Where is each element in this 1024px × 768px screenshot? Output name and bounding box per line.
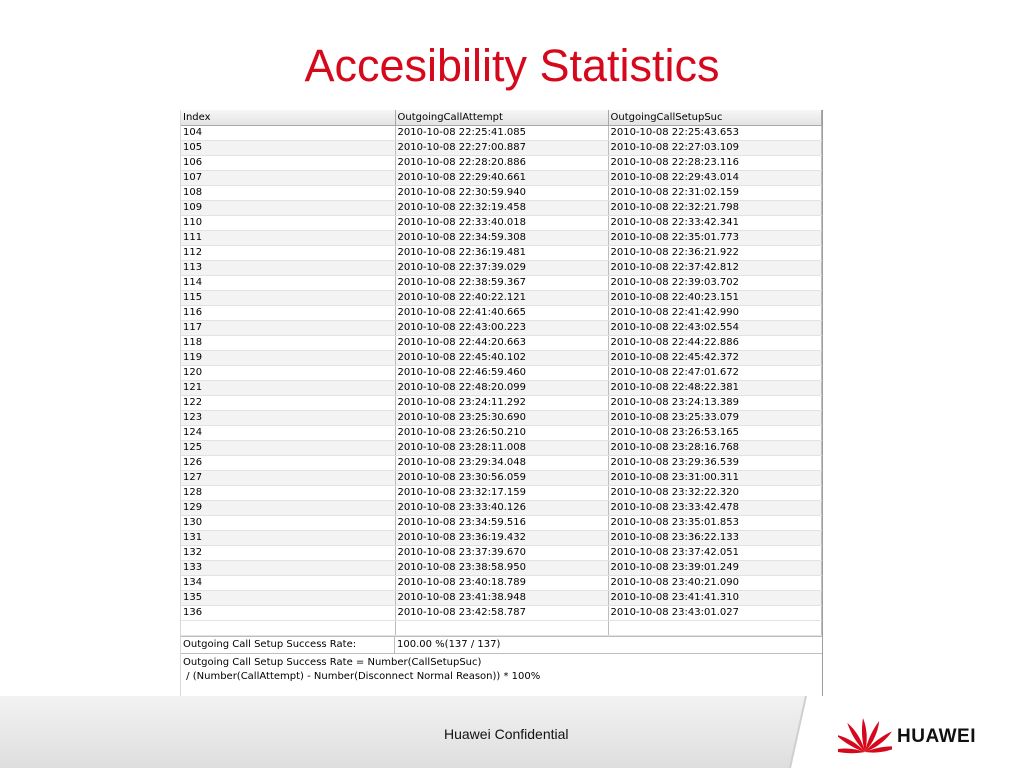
blank-row	[181, 621, 821, 636]
cell-outgoing-call-setup-suc: 2010-10-08 22:37:42.812	[608, 261, 821, 276]
table-row[interactable]	[181, 486, 821, 501]
cell-outgoing-call-attempt: 2010-10-08 23:38:58.950	[395, 561, 608, 576]
cell-outgoing-call-attempt: 2010-10-08 23:42:58.787	[395, 606, 608, 621]
cell-outgoing-call-setup-suc: 2010-10-08 23:28:16.768	[608, 441, 821, 456]
cell-outgoing-call-attempt: 2010-10-08 23:37:39.670	[395, 546, 608, 561]
table-row[interactable]	[181, 156, 821, 171]
table-row[interactable]	[181, 201, 821, 216]
cell-index: 127	[181, 471, 395, 486]
cell-outgoing-call-setup-suc: 2010-10-08 22:45:42.372	[608, 351, 821, 366]
table-row[interactable]	[181, 291, 821, 306]
cell-outgoing-call-attempt: 2010-10-08 23:34:59.516	[395, 516, 608, 531]
cell-outgoing-call-setup-suc: 2010-10-08 22:36:21.922	[608, 246, 821, 261]
cell-index: 111	[181, 231, 395, 246]
cell-index: 116	[181, 306, 395, 321]
cell-index: 136	[181, 606, 395, 621]
cell-index: 110	[181, 216, 395, 231]
cell-outgoing-call-attempt: 2010-10-08 23:32:17.159	[395, 486, 608, 501]
success-rate-label: Outgoing Call Setup Success Rate:	[181, 637, 395, 653]
success-rate-value: 100.00 %(137 / 137)	[397, 639, 501, 650]
cell-outgoing-call-setup-suc: 2010-10-08 22:28:23.116	[608, 156, 821, 171]
cell-outgoing-call-attempt: 2010-10-08 23:26:50.210	[395, 426, 608, 441]
cell-outgoing-call-setup-suc: 2010-10-08 22:39:03.702	[608, 276, 821, 291]
cell-outgoing-call-attempt: 2010-10-08 22:27:00.887	[395, 141, 608, 156]
cell-index: 124	[181, 426, 395, 441]
cell-index: 135	[181, 591, 395, 606]
column-header-outgoing-call-setup-suc[interactable]: OutgoingCallSetupSuc	[608, 110, 821, 126]
cell-index: 114	[181, 276, 395, 291]
cell-index: 129	[181, 501, 395, 516]
cell-outgoing-call-setup-suc: 2010-10-08 22:25:43.653	[608, 126, 821, 141]
cell-outgoing-call-setup-suc: 2010-10-08 22:40:23.151	[608, 291, 821, 306]
table-row[interactable]	[181, 471, 821, 486]
success-rate-formula	[181, 654, 822, 684]
cell-index: 108	[181, 186, 395, 201]
cell-outgoing-call-setup-suc: 2010-10-08 22:31:02.159	[608, 186, 821, 201]
cell-outgoing-call-setup-suc: 2010-10-08 22:32:21.798	[608, 201, 821, 216]
cell-outgoing-call-attempt: 2010-10-08 22:46:59.460	[395, 366, 608, 381]
table-row[interactable]	[181, 546, 821, 561]
cell-outgoing-call-attempt: 2010-10-08 22:48:20.099	[395, 381, 608, 396]
cell-index: 113	[181, 261, 395, 276]
cell-index: 132	[181, 546, 395, 561]
cell-outgoing-call-attempt: 2010-10-08 22:25:41.085	[395, 126, 608, 141]
cell-outgoing-call-attempt: 2010-10-08 22:34:59.308	[395, 231, 608, 246]
cell-index: 121	[181, 381, 395, 396]
cell-outgoing-call-setup-suc: 2010-10-08 22:29:43.014	[608, 171, 821, 186]
cell-outgoing-call-attempt: 2010-10-08 23:28:11.008	[395, 441, 608, 456]
cell-outgoing-call-attempt: 2010-10-08 22:37:39.029	[395, 261, 608, 276]
cell-index: 130	[181, 516, 395, 531]
cell-outgoing-call-setup-suc: 2010-10-08 23:43:01.027	[608, 606, 821, 621]
table-row[interactable]	[181, 531, 821, 546]
cell-outgoing-call-setup-suc: 2010-10-08 23:40:21.090	[608, 576, 821, 591]
slide-title: Accesibility Statistics	[304, 40, 720, 91]
table-row[interactable]	[181, 186, 821, 201]
table-header-row	[181, 110, 821, 126]
table-row[interactable]	[181, 321, 821, 336]
column-header-outgoing-call-attempt[interactable]: OutgoingCallAttempt	[395, 110, 608, 126]
table-row[interactable]	[181, 576, 821, 591]
cell-outgoing-call-setup-suc: 2010-10-08 23:32:22.320	[608, 486, 821, 501]
cell-outgoing-call-setup-suc: 2010-10-08 23:26:53.165	[608, 426, 821, 441]
table-row[interactable]	[181, 216, 821, 231]
cell-index: 131	[181, 531, 395, 546]
cell-outgoing-call-attempt: 2010-10-08 23:41:38.948	[395, 591, 608, 606]
cell-index: 119	[181, 351, 395, 366]
cell-outgoing-call-attempt: 2010-10-08 22:29:40.661	[395, 171, 608, 186]
table-row[interactable]	[181, 456, 821, 471]
table-row[interactable]	[181, 306, 821, 321]
cell-outgoing-call-setup-suc: 2010-10-08 22:33:42.341	[608, 216, 821, 231]
table-row[interactable]	[181, 141, 821, 156]
cell-index: 133	[181, 561, 395, 576]
statistics-table	[181, 110, 822, 636]
cell-outgoing-call-setup-suc: 2010-10-08 22:41:42.990	[608, 306, 821, 321]
statistics-table-panel	[180, 110, 823, 696]
table-row[interactable]	[181, 381, 821, 396]
cell-outgoing-call-setup-suc: 2010-10-08 23:35:01.853	[608, 516, 821, 531]
cell-outgoing-call-attempt: 2010-10-08 22:41:40.665	[395, 306, 608, 321]
cell-outgoing-call-setup-suc: 2010-10-08 22:35:01.773	[608, 231, 821, 246]
cell-outgoing-call-setup-suc: 2010-10-08 23:25:33.079	[608, 411, 821, 426]
cell-outgoing-call-attempt: 2010-10-08 23:24:11.292	[395, 396, 608, 411]
cell-outgoing-call-attempt: 2010-10-08 23:30:56.059	[395, 471, 608, 486]
huawei-wordmark: HUAWEI	[897, 726, 976, 747]
table-row[interactable]	[181, 591, 821, 606]
cell-outgoing-call-setup-suc: 2010-10-08 22:44:22.886	[608, 336, 821, 351]
huawei-logo-icon	[838, 712, 892, 756]
cell-outgoing-call-attempt: 2010-10-08 23:40:18.789	[395, 576, 608, 591]
table-row[interactable]	[181, 501, 821, 516]
cell-outgoing-call-setup-suc: 2010-10-08 23:33:42.478	[608, 501, 821, 516]
table-row[interactable]	[181, 366, 821, 381]
cell-outgoing-call-setup-suc: 2010-10-08 23:37:42.051	[608, 546, 821, 561]
cell-outgoing-call-attempt: 2010-10-08 23:36:19.432	[395, 531, 608, 546]
cell-outgoing-call-attempt: 2010-10-08 23:25:30.690	[395, 411, 608, 426]
cell-index: 125	[181, 441, 395, 456]
cell-outgoing-call-attempt: 2010-10-08 22:45:40.102	[395, 351, 608, 366]
cell-index: 107	[181, 171, 395, 186]
summary-section	[181, 636, 822, 684]
blank-cell	[181, 621, 395, 636]
table-row[interactable]	[181, 351, 821, 366]
table-row[interactable]	[181, 441, 821, 456]
cell-index: 106	[181, 156, 395, 171]
cell-outgoing-call-attempt: 2010-10-08 22:43:00.223	[395, 321, 608, 336]
cell-outgoing-call-setup-suc: 2010-10-08 23:31:00.311	[608, 471, 821, 486]
formula-line-1: Outgoing Call Setup Success Rate = Number(CallSetupSuc)	[183, 657, 482, 668]
cell-outgoing-call-attempt: 2010-10-08 22:44:20.663	[395, 336, 608, 351]
cell-index: 109	[181, 201, 395, 216]
footer-confidential-label: Huawei Confidential	[444, 726, 569, 742]
cell-outgoing-call-attempt: 2010-10-08 22:36:19.481	[395, 246, 608, 261]
cell-outgoing-call-attempt: 2010-10-08 22:30:59.940	[395, 186, 608, 201]
cell-index: 105	[181, 141, 395, 156]
table-row[interactable]	[181, 411, 821, 426]
cell-index: 118	[181, 336, 395, 351]
cell-index: 115	[181, 291, 395, 306]
table-row[interactable]	[181, 336, 821, 351]
cell-index: 120	[181, 366, 395, 381]
table-row[interactable]	[181, 276, 821, 291]
formula-line-2: / (Number(CallAttempt) - Number(Disconnect Normal Reason)) * 100%	[183, 671, 541, 682]
cell-index: 123	[181, 411, 395, 426]
cell-outgoing-call-setup-suc: 2010-10-08 23:39:01.249	[608, 561, 821, 576]
cell-index: 126	[181, 456, 395, 471]
cell-outgoing-call-setup-suc: 2010-10-08 23:36:22.133	[608, 531, 821, 546]
cell-outgoing-call-attempt: 2010-10-08 22:32:19.458	[395, 201, 608, 216]
table-row[interactable]	[181, 246, 821, 261]
cell-index: 122	[181, 396, 395, 411]
blank-cell	[395, 621, 608, 636]
table-row[interactable]	[181, 561, 821, 576]
cell-outgoing-call-setup-suc: 2010-10-08 22:47:01.672	[608, 366, 821, 381]
blank-cell	[608, 621, 821, 636]
table-row[interactable]	[181, 396, 821, 411]
cell-outgoing-call-setup-suc: 2010-10-08 22:27:03.109	[608, 141, 821, 156]
table-row[interactable]	[181, 426, 821, 441]
cell-outgoing-call-attempt: 2010-10-08 22:40:22.121	[395, 291, 608, 306]
table-row[interactable]	[181, 606, 821, 621]
table-row[interactable]	[181, 171, 821, 186]
cell-outgoing-call-setup-suc: 2010-10-08 22:43:02.554	[608, 321, 821, 336]
cell-outgoing-call-attempt: 2010-10-08 23:29:34.048	[395, 456, 608, 471]
column-header-index[interactable]: Index	[181, 110, 395, 126]
cell-index: 104	[181, 126, 395, 141]
cell-outgoing-call-attempt: 2010-10-08 22:33:40.018	[395, 216, 608, 231]
cell-outgoing-call-attempt: 2010-10-08 23:33:40.126	[395, 501, 608, 516]
table-row[interactable]	[181, 126, 821, 141]
cell-outgoing-call-setup-suc: 2010-10-08 23:29:36.539	[608, 456, 821, 471]
table-row[interactable]	[181, 516, 821, 531]
cell-outgoing-call-setup-suc: 2010-10-08 23:24:13.389	[608, 396, 821, 411]
cell-index: 112	[181, 246, 395, 261]
table-row[interactable]	[181, 231, 821, 246]
success-rate-row	[181, 637, 822, 654]
cell-index: 128	[181, 486, 395, 501]
cell-index: 134	[181, 576, 395, 591]
cell-index: 117	[181, 321, 395, 336]
cell-outgoing-call-setup-suc: 2010-10-08 22:48:22.381	[608, 381, 821, 396]
table-row[interactable]	[181, 261, 821, 276]
cell-outgoing-call-attempt: 2010-10-08 22:38:59.367	[395, 276, 608, 291]
cell-outgoing-call-attempt: 2010-10-08 22:28:20.886	[395, 156, 608, 171]
cell-outgoing-call-setup-suc: 2010-10-08 23:41:41.310	[608, 591, 821, 606]
